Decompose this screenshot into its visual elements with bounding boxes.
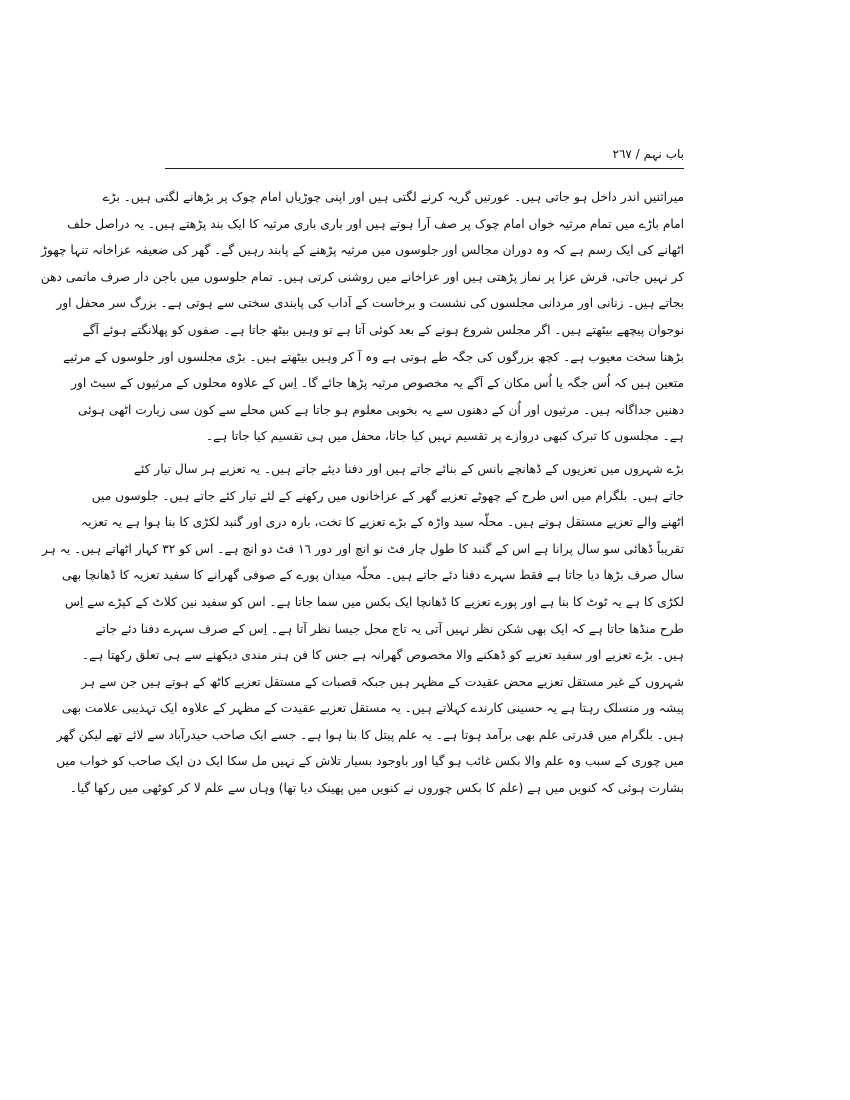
text-line: بشارت ہوئی کہ کنویں میں ہے (علم کا بکس چوروں نے کنویں میں پھینک دیا تھا) وہاں سے علم لا کر کوٹھی میں رکھا گیا۔	[69, 781, 684, 796]
text-line: میں چوری کے سبب وہ علم والا بکس غائب ہو گیا اور باوجود بسیار تلاش کے نہیں مل سکا ایک دن ایک صاحب کو خواب میں	[56, 754, 684, 769]
text-line: بجاتے ہیں۔ زنانی اور مردانی مجلسوں کی نشست و برخاست کے آداب کی پابندی سختی سے ہوتی ہے۔ بزرگ سر محفل اور	[56, 296, 684, 311]
text-line: متعین ہیں کہ اُس جگہ یا اُس مکان کے آگے یہ مخصوص مرثیہ پڑھا جائے گا۔ اِس کے علاوہ محلوں کے مرثیوں کے سیٹ اور	[71, 376, 684, 391]
text-line: کر نہیں جاتی، فرش عزا پر نماز پڑھتی ہیں اور عزاخانے میں روشنی کرتی ہیں۔ تمام جلوسوں میں باجن دار صرف ماتمی دھن	[40, 269, 684, 284]
text-line: ہیں۔ بڑے تعزیے اور سفید تعزیے کو ڈھکنے والا مخصوص گھرانہ ہے جس کا فن ہنر مندی دیکھنے سے ہی تعلق رکھتا ہے۔	[81, 648, 684, 663]
text-line: بڑھنا سخت معیوب ہے۔ کچھ بزرگوں کی جگہ طے ہوتی ہے وہ آ کر وہیں بیٹھتے ہیں۔ بڑی مجلسوں اور جلوسوں کے مرثیے	[63, 349, 684, 364]
text-line: بڑے شہروں میں تعزیوں کے ڈھانچے بانس کے بنائے جاتے ہیں اور دفنا دیئے جاتے ہیں۔ یہ تعزیے ہر سال تیار کئے	[133, 461, 684, 476]
text-line: پیشہ ور منسلک رہتا ہے یہ حسینی کارندے کہلاتے ہیں۔ یہ مستقل تعزیے عقیدت کے مظہر کے علاوہ ایک تہذیبی علامت بھی	[61, 701, 684, 716]
text-line: امام باڑے میں تمام مرثیہ خواں امام چوک پر صف آرا ہوتے ہیں اور باری باری مرثیہ کا ایک بند پڑھتے ہیں۔ یہ دراصل حلف	[67, 216, 684, 231]
text-line: تقریباً ڈھائی سو سال پرانا ہے اس کے گنبد کا طول چار فٹ نو انچ اور دور ١٦ فٹ دو انچ ہے۔ اس کو ٣٢ کہار اٹھاتے ہیں۔ یہ ہر	[41, 541, 684, 556]
text-line: میراثنیں اندر داخل ہو جاتی ہیں۔ عورتیں گریہ کرنے لگتی ہیں اور اپنی چوڑیاں امام چوک پر بڑھانے لگتی ہیں۔ بڑے	[102, 190, 684, 204]
running-head: باب نہم / ٢٦٧	[612, 147, 684, 161]
text-line: لکڑی کا ہے یہ ٹوٹ کا بنا ہے اور پورے تعزیے کا ڈھانچا ایک بکس میں سما جاتا ہے۔ اس کو سفید نین کلاٹ کے کپڑے سے اِس	[64, 594, 684, 609]
text-line: سال صرف بڑھا دیا جاتا ہے فقط سہرے دفنا دئے جاتے ہیں۔ محلّہ میدان پورے کے صوفی گھرانے کا سفید تعزیہ کا ڈھانچا بھی	[62, 568, 684, 583]
text-line: ہیں۔ بلگرام میں قدرتی علم بھی برآمد ہوتا ہے۔ یہ علم پیتل کا بنا ہوا ہے۔ جسے ایک صاحب حیدرآباد سے لائے تھے لیکن گھر	[56, 727, 684, 742]
page-body	[40, 184, 684, 802]
text-line: اٹھنے والے تعزیے مستقل ہوتے ہیں۔ محلّہ سید واڑہ کے بڑے تعزیے کا تخت، بارہ دری اور گنبد لکڑی کا بنا ہوا ہے یہ تعزیہ	[81, 515, 684, 530]
text-line: جاتے ہیں۔ بلگرام میں اس طرح کے چھوٹے تعزیے گھر کے عزاخانوں میں رکھنے کے لئے تیار کئے جاتے ہیں۔ جلوسوں میں	[91, 488, 684, 503]
paragraph-2	[41, 456, 684, 802]
text-line: ہے۔ مجلسوں کا تبرک کبھی دروازے پر تقسیم نہیں کیا جاتا، محفل میں ہی تقسیم کیا جاتا ہے۔	[206, 429, 684, 444]
text-line: اٹھانے کی ایک رسم ہے کہ وہ دوران مجالس اور جلوسوں میں مرثیہ پڑھنے کے پابند رہیں گے۔ گھر کی ضعیفہ عزاخانہ تنہا چھوڑ	[41, 243, 684, 258]
text-line: دھنیں جداگانہ ہیں۔ مرثیوں اور اُن کے دھنوں سے یہ بخوبی معلوم ہو جاتا ہے کس محلے سے کون سی زیارت اٹھی ہوئی	[77, 402, 684, 417]
text-line: نوجوان پیچھے بیٹھتے ہیں۔ اگر مجلس شروع ہونے کے بعد کوئی آتا ہے تو وہیں بیٹھ جاتا ہے۔ صفوں کو پھلانگتے ہوئے آگے	[82, 322, 684, 337]
text-line: طرح منڈھا جاتا ہے کہ ایک بھی شکن نظر نہیں آتی یہ تاج محل جیسا نظر آتا ہے۔ اِس کے صرف سہرے دفنا دئے جاتے	[95, 621, 684, 636]
page-header	[165, 146, 684, 169]
paragraph-1	[40, 184, 684, 450]
text-line: شہروں کے غیر مستقل تعزیے محض عقیدت کے مظہر ہیں جبکہ قصبات کے مستقل تعزیے کاٹھ کے ہوتے ہیں جن سے ہر	[81, 674, 684, 689]
